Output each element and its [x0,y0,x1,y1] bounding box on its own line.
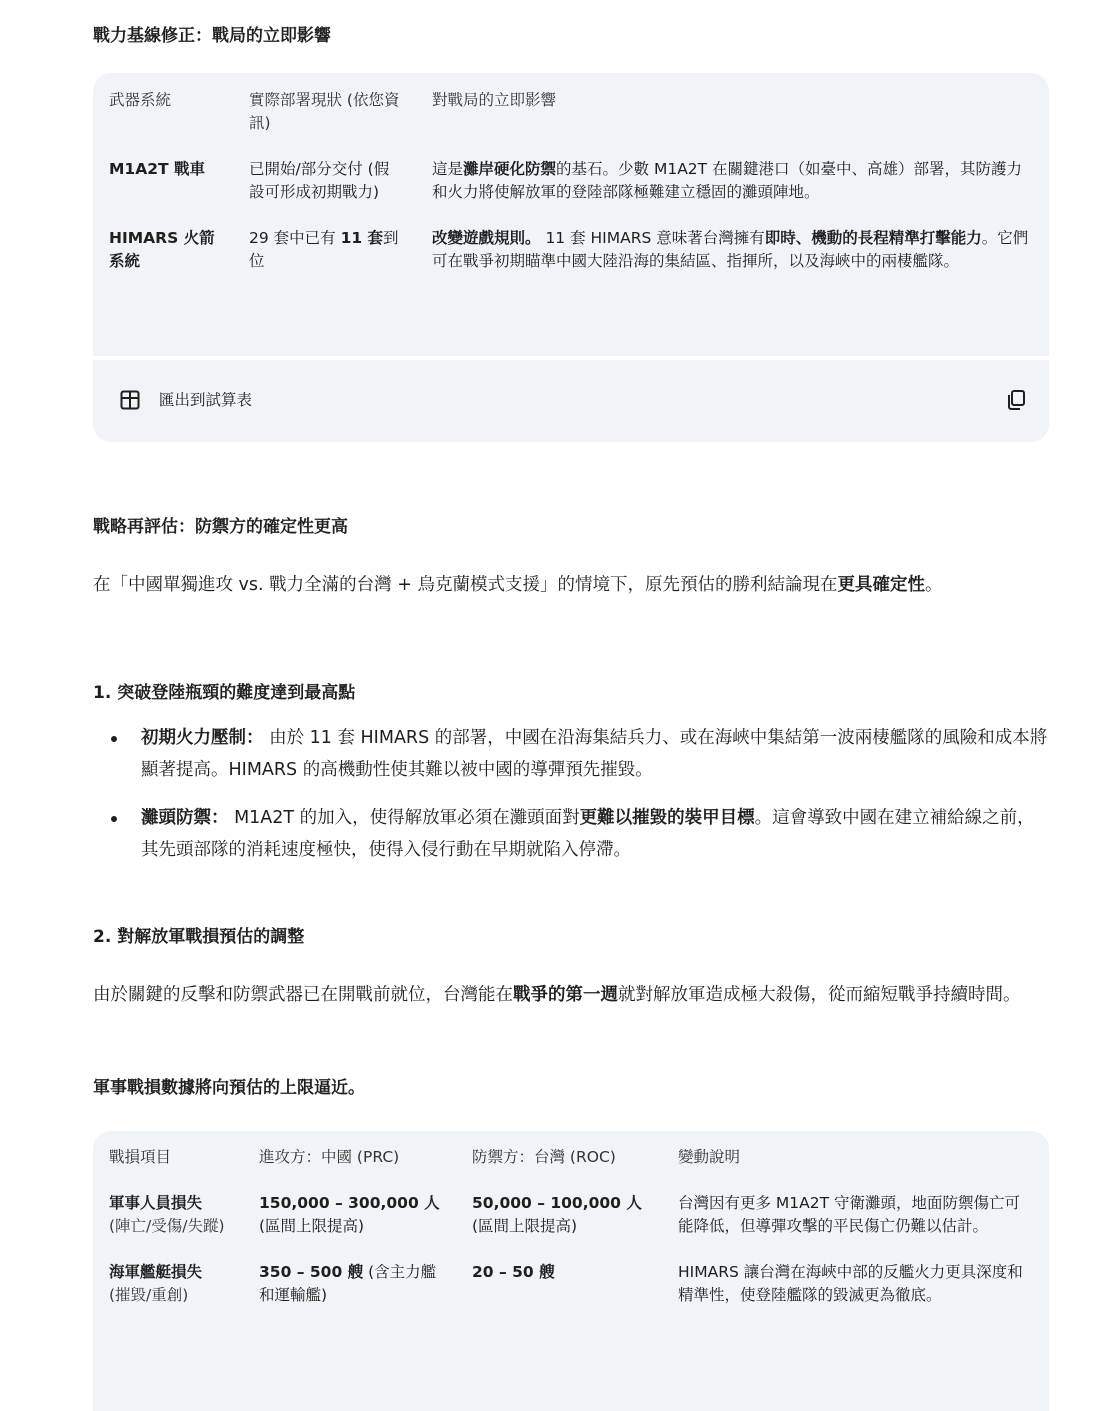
list-item [93,722,1049,786]
bullet-dot [111,736,117,742]
table-row [93,216,1049,287]
table-cell [243,1250,456,1319]
table-header-row [93,1131,1049,1181]
cell-bold: 灘岸硬化防禦 [463,160,557,178]
bullet-text: 由於 11 套 HIMARS 的部署，中國在沿海集結兵力、或在海峽中集結第一波兩棲艦隊的風險和成本將顯著提高。HIMARS 的高機動性使其難以被中國的導彈預先摧毀。 [141,728,1048,780]
table-cell [416,216,1049,287]
casualties-table-card [93,1131,1049,1411]
paragraph-text: 就對解放軍造成極大殺傷，從而縮短戰爭持續時間。 [618,985,1021,1005]
cell-bold: 150,000 – 300,000 人 [259,1194,440,1212]
table-cell: 已開始/部分交付 (假設可形成初期戰力) [249,160,390,201]
copy-icon[interactable] [1005,389,1027,411]
header-cell: 防禦方：台灣 (ROC) [472,1148,616,1166]
cell-bold: 350 – 500 艘 [259,1263,364,1281]
header-cell: 戰損項目 [109,1148,172,1166]
weapons-table-card [93,73,1049,359]
table-cell [233,216,416,287]
casualties-table [93,1131,1049,1319]
bullet-lead: 灘頭防禦： [141,808,229,828]
cell-text: 。它們可在戰爭初期瞄準中國大陸沿海的集結區、指揮所，以及海峽中的兩棲艦隊。 [432,229,1029,270]
table-row [93,1250,1049,1319]
cell-bold: 軍事人員損失 [109,1194,203,1212]
table-cell [93,147,233,216]
table-cell [243,1181,456,1250]
header-cell: 武器系統 [109,91,172,109]
cell-text: (區間上限提高) [472,1217,578,1235]
reassessment-paragraph [93,569,1049,601]
cell-text: (含主力艦和運輸艦) [259,1263,437,1304]
list-item [93,802,1049,866]
weapons-table [93,73,1049,287]
section-heading-casualties: 2. 對解放軍戰損預估的調整 [93,927,305,947]
cell-bold: 改變遊戲規則。 [432,229,541,247]
cell-text: (摧毀/重創) [109,1286,189,1304]
paragraph-bold: 更具確定性 [837,575,925,595]
export-toolbar [93,356,1049,442]
header-cell: 變動說明 [678,1148,741,1166]
weapon-name: HIMARS 火箭系統 [109,229,215,270]
export-to-sheets-button[interactable]: 匯出到試算表 [159,391,253,409]
casualties-subheading: 軍事戰損數據將向預估的上限逼近。 [93,1078,365,1098]
cell-text: (區間上限提高) [259,1217,365,1235]
table-cell: HIMARS 讓台灣在海峽中部的反艦火力更具深度和精準性，使登陸艦隊的毀滅更為徹底。 [678,1263,1023,1304]
bullet-bold: 更難以摧毀的裝甲目標 [579,808,755,828]
cell-bold: 50,000 – 100,000 人 [472,1194,642,1212]
cell-bold: 20 – 50 艘 [472,1263,555,1281]
table-cell [456,1181,662,1250]
bullet-text: M1A2T 的加入，使得解放軍必須在灘頭面對 [228,808,580,828]
section-heading-baseline: 戰力基線修正：戰局的立即影響 [93,26,331,46]
paragraph-text: 在「中國單獨進攻 vs. 戰力全滿的台灣 + 烏克蘭模式支援」的情境下，原先預估的勝利結論現在 [93,575,838,595]
cell-text: 到位 [249,229,399,270]
header-cell: 對戰局的立即影響 [432,91,557,109]
cell-bold: 海軍艦艇損失 [109,1263,203,1281]
bullet-lead: 初期火力壓制： [141,728,264,748]
cell-text: 的基石。少數 M1A2T 在關鍵港口（如臺中、高雄）部署，其防護力和火力將使解放軍的登陸部隊極難建立穩固的灘頭陣地。 [432,160,1023,201]
table-cell [416,147,1049,216]
table-cell: 台灣因有更多 M1A2T 守衛灘頭，地面防禦傷亡可能降低，但導彈攻擊的平民傷亡仍難以估計。 [678,1194,1021,1235]
weapon-name: M1A2T 戰車 [109,160,205,178]
table-row [93,1181,1049,1250]
table-grid-icon[interactable] [120,390,140,410]
landing-bullet-list [93,722,1049,882]
bullet-dot [111,816,117,822]
cell-text: 29 套中已有 [249,229,341,247]
cell-text: (陣亡/受傷/失蹤) [109,1217,225,1235]
cell-text: 11 套 HIMARS 意味著台灣擁有 [540,229,765,247]
table-cell [456,1250,662,1319]
section-heading-landing: 1. 突破登陸瓶頸的難度達到最高點 [93,683,356,703]
cell-bold: 即時、機動的長程精準打擊能力 [764,229,982,247]
bullet-text: 。這會導致中國在建立補給線之前，其先頭部隊的消耗速度極快，使得入侵行動在早期就陷入停滯。 [141,808,1035,860]
table-header-row [93,73,1049,147]
table-row [93,147,1049,216]
paragraph-text: 由於關鍵的反擊和防禦武器已在開戰前就位，台灣能在 [93,985,513,1005]
header-cell: 實際部署現狀 (依您資訊) [249,91,400,132]
table-cell [93,1181,243,1250]
header-cell: 進攻方：中國 (PRC) [259,1148,400,1166]
casualties-paragraph [93,979,1049,1011]
paragraph-text: 。 [924,575,943,595]
table-cell [93,216,233,287]
cell-bold: 11 套 [340,229,384,247]
paragraph-bold: 戰爭的第一週 [513,985,618,1005]
cell-text: 這是 [432,160,464,178]
table-cell [93,1250,243,1319]
section-heading-reassessment: 戰略再評估：防禦方的確定性更高 [93,517,348,537]
